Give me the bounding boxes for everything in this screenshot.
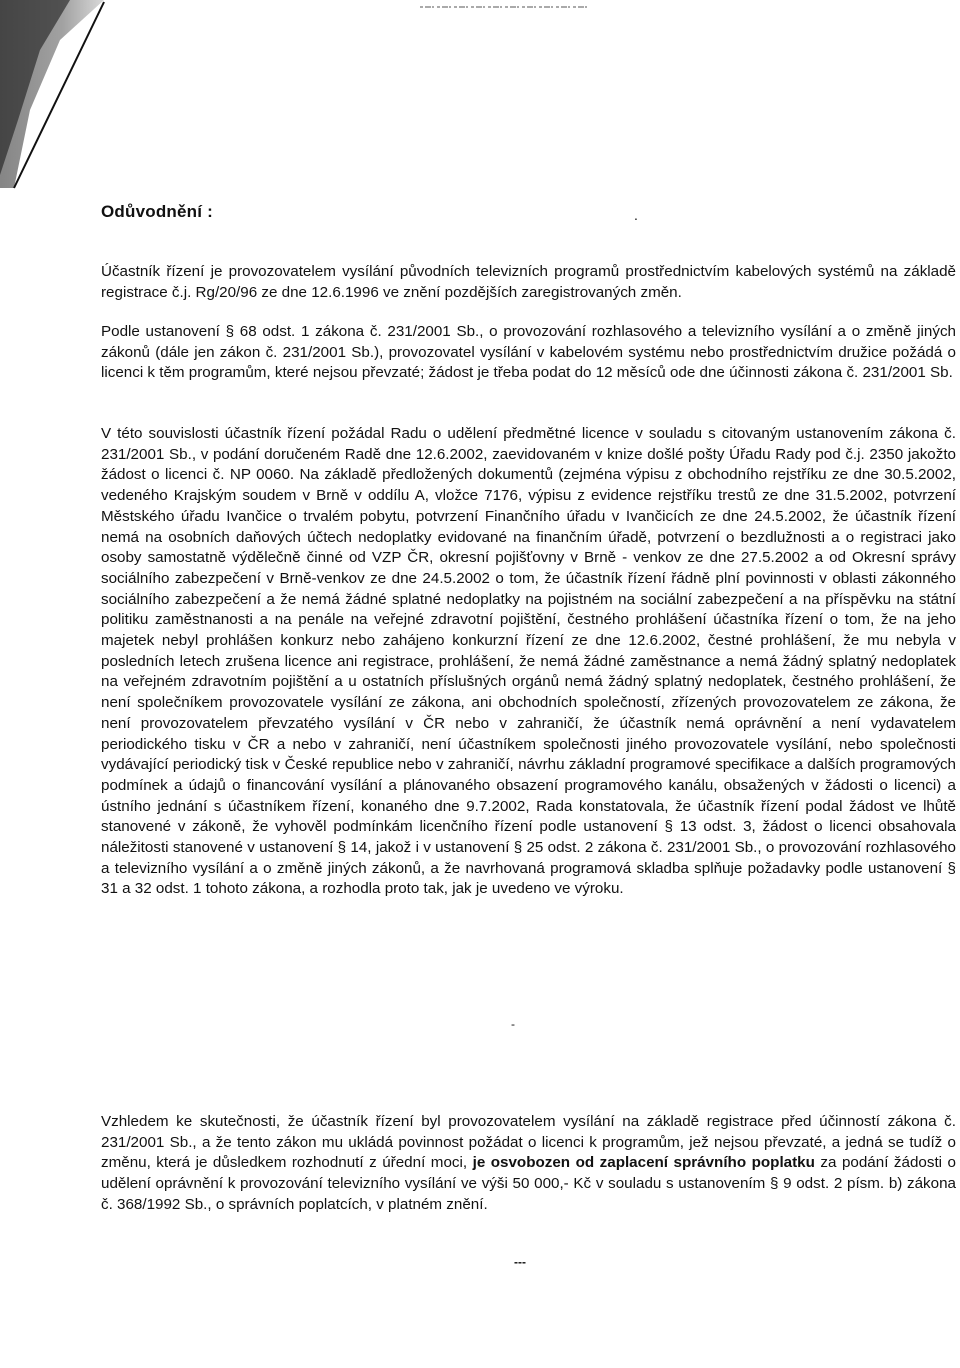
paragraph-legal-basis: Podle ustanovení § 68 odst. 1 zákona č. 231/2001 Sb., o provozování rozhlasového a televizního vysílání a o změně jiných zákonů (dále jen zákon č. 231/2001 Sb.), provozovatel vysílání v kabelovém systému nebo prostřednictvím družice požádá o licenci k těm programům, které nejsou převzaté; žádost je třeba podat do 12 měsíců ode dne účinnosti zákona č. 231/2001 Sb. (101, 323, 956, 382)
paragraph-registration: Účastník řízení je provozovatelem vysílání původních televizních programů prostřednictvím kabelových systémů na základě registrace č.j. Rg/20/96 ze dne 12.6.1996 ve znění pozdějších zaregistrovaných změn. (101, 263, 956, 301)
paragraph-fee-exemption (101, 1112, 956, 1216)
stray-bottom-dashes: --- (514, 1255, 526, 1269)
scan-noise-artifact (420, 4, 590, 10)
stray-dash-mark: - (511, 1017, 515, 1031)
fee-text-intro: Vzhledem ke skutečnosti, že účastník řízení byl provozovatelem vysílání na základě registrace před účinností zákona č. 231/2001 Sb., a že tento zákon mu ukládá povinnost požádat o licenci k programům, jež nejsou převzaté, a jedná se tudíž o změnu, která je důsledkem rozhodnutí z úřední moci, (101, 1113, 956, 1172)
page-heading: Odůvodnění : (101, 202, 213, 221)
scan-shadow-artifact (0, 0, 110, 190)
fee-text-rest: za podání žádosti o udělení oprávnění k provozování televizního vysílání ve výši 50 000,- Kč v souladu s ustanovením § 9 odst. 2 písm. b) zákona č. 368/1992 Sb., o správních poplatcích, v platném znění. (101, 1154, 956, 1213)
stray-dot-mark: . (634, 207, 638, 223)
fee-exemption-bold: je osvobozen od zaplacení správního poplatku (472, 1154, 815, 1172)
paragraph-application-details: V této souvislosti účastník řízení požádal Radu o udělení předmětné licence v souladu s citovaným ustanovením zákona č. 231/2001 Sb., v podání doručeném Radě dne 12.6.2002, zaevidovaném v knize došlé pošty Úřadu Rady pod č.j. 2350 jakožto žádost o licenci č. NP 0060. Na základě předložených dokumentů (zejména výpisu z obchodního rejstříku ze dne 30.5.2002, vedeného Krajským soudem v Brně v oddílu A, vložce 7176, výpisu z evidence rejstříku trestů ze dne 31.5.2002, potvrzení Městského úřadu Ivančice o trvalém pobytu, potvrzení Finančního úřadu v Ivančicích ze dne 24.5.2002, že účastník řízení nemá na osobních daňových účtech nedoplatky evidované na finančním úřadě, potvrzení o bezdlužnosti a o registraci jako osoby samostatně výdělečně činné od VZP ČR, okresní pojišťovny v Brně - venkov ze dne 27.5.2002 a od Okresní správy sociálního zabezpečení v Brně-venkov ze dne 24.5.2002 o tom, že účastník řízení řádně plní povinnosti v oblasti zákonného sociálního zabezpečení a že nemá žádné splatné nedoplatky na pojistném na sociální zabezpečení a na příspěvku na státní politiku zaměstnanosti a na penále na veřejné zdravotní pojištění, čestného prohlášení účastníka řízení o tom, že na jeho majetek nebyl prohlášen konkurz nebo zahájeno konkurzní řízení ze dne 12.6.2002, čestné prohlášení, že mu nebyla v posledních letech zrušena licence ani registrace, prohlášení, že nemá žádné zaměstnance a nemá žádný splatný nedoplatek na veřejném zdravotním pojištění a u ostatních příslušných orgánů nemá žádný splatný nedoplatek, čestného prohlášení, že není společníkem provozovatele vysílání ze zákona, ani obchodních společností, zřízených provozovatelem ze zákona, že není provozovatelem převzatého vysílání v ČR nebo v zahraničí, že účastník nemá oprávnění a není vydavatelem periodického tisku v ČR a nebo v zahraničí, není účastníkem společnosti jiného provozovatele vysílání, nebo společnosti vydávající periodický tisk v České republice nebo v zahraničí, návrhu základní programové specifikace a dalších programových podmínek a údajů o financování vysílání a plánovaného obsazení programového kanálu, obsažených v žádosti o licenci) a ústního jednání s účastníkem řízení, konaného dne 9.7.2002, Rada konstatovala, že účastník řízení podal žádost ve lhůtě stanovené v zákoně, že vyhověl podmínkám licenčního řízení podle ustanovení § 13 odst. 3, žádost o licenci obsahovala náležitosti stanovené v ustanovení § 14, jakož i v ustanovení § 25 odst. 2 zákona č. 231/2001 Sb., o provozování rozhlasového a televizního vysílání a o změně jiných zákonů, a že navrhovaná programová skladba splňuje požadavky podle ustanovení § 31 a 32 odst. 1 tohoto zákona, a rozhodla proto tak, jak je uvedeno ve výroku. (101, 425, 956, 898)
